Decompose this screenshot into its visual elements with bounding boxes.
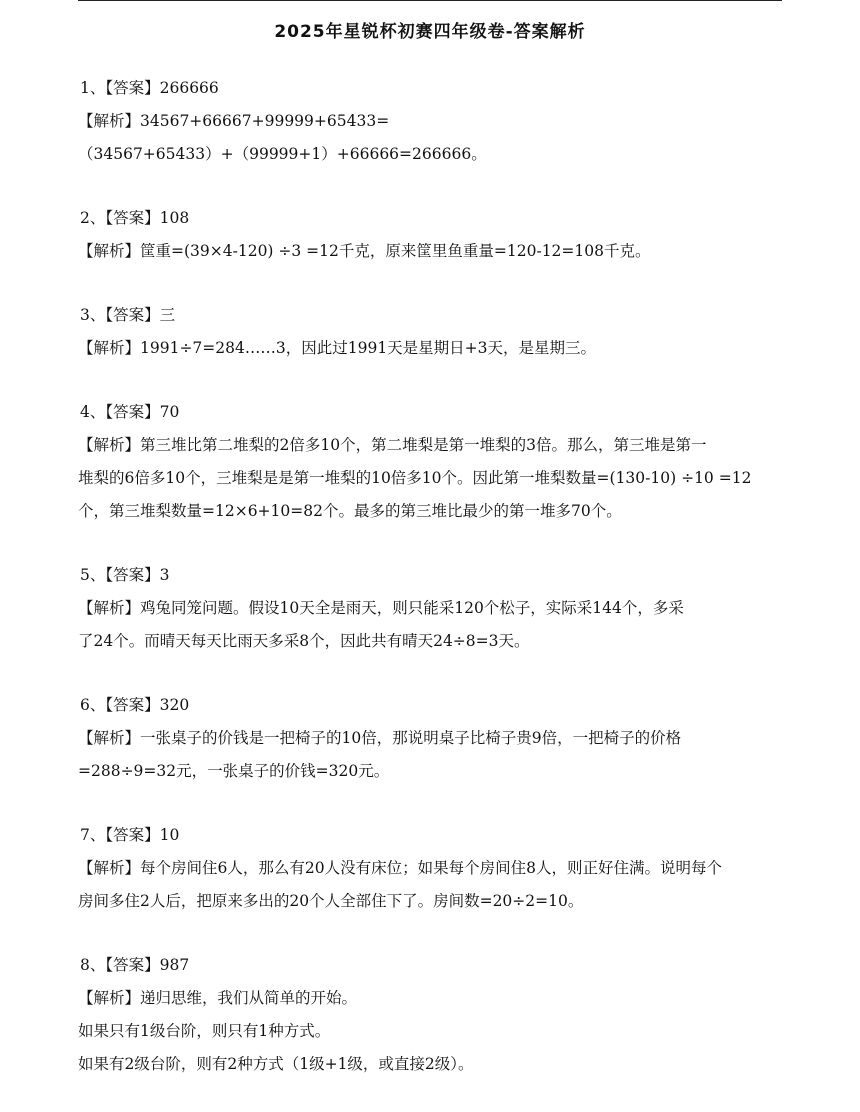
analysis-line: 了24个。而晴天每天比雨天多采8个，因此共有晴天24÷8=3天。 [78, 632, 530, 650]
answer-line: 4、【答案】70 [80, 403, 180, 421]
question-2 [78, 202, 784, 268]
analysis-line: 【解析】34567+66667+99999+65433=（34567+65433）+（99999+1）+66666=266666。 [78, 112, 487, 163]
analysis-line: 【解析】1991÷7=284……3，因此过1991天是星期日+3天，是星期三。 [78, 339, 597, 357]
analysis-line: 【解析】递归思维，我们从简单的开始。 [78, 989, 358, 1007]
analysis-line: 【解析】一张桌子的价钱是一把椅子的10倍，那说明桌子比椅子贵9倍，一把椅子的价格 [78, 729, 682, 747]
answer-line: 2、【答案】108 [80, 209, 190, 227]
question-6 [78, 689, 784, 788]
analysis-line: =288÷9=32元，一张桌子的价钱=320元。 [78, 762, 390, 780]
question-8 [78, 949, 784, 1081]
analysis-line: 【解析】鸡兔同笼问题。假设10天全是雨天，则只能采120个松子，实际采144个，多采 [78, 599, 684, 617]
analysis-line: 如果只有1级台阶，则只有1种方式。 [78, 1022, 331, 1040]
analysis-line: 【解析】每个房间住6人，那么有20人没有床位；如果每个房间住8人，则正好住满。说明每个 [78, 859, 722, 877]
answer-line: 1、【答案】266666 [80, 79, 219, 97]
analysis-line: 【解析】筐重=(39×4-120) ÷3 =12千克，原来筐里鱼重量=120-12=108千克。 [78, 242, 651, 260]
question-7 [78, 819, 784, 918]
answer-line: 3、【答案】三 [80, 306, 176, 324]
answer-line: 7、【答案】10 [80, 826, 180, 844]
answer-line: 5、【答案】3 [80, 566, 170, 584]
answer-list [78, 72, 784, 1112]
answer-line: 6、【答案】320 [80, 696, 190, 714]
analysis-line: 个，第三堆梨数量=12×6+10=82个。最多的第三堆比最少的第一堆多70个。 [78, 502, 622, 520]
answer-line: 8、【答案】987 [80, 956, 190, 974]
analysis-line: 房间多住2人后，把原来多出的20个人全部住下了。房间数=20÷2=10。 [78, 892, 584, 910]
document-title: 2025年星锐杯初赛四年级卷-答案解析 [274, 22, 586, 42]
analysis-line: 【解析】第三堆比第二堆梨的2倍多10个，第二堆梨是第一堆梨的3倍。那么，第三堆是第一 [78, 436, 707, 454]
question-3 [78, 299, 784, 365]
question-4 [78, 396, 784, 528]
question-1 [78, 72, 784, 171]
question-5 [78, 559, 784, 658]
analysis-line: 如果有2级台阶，则有2种方式（1级+1级，或直接2级）。 [78, 1055, 474, 1073]
analysis-line: 堆梨的6倍多10个，三堆梨是是第一堆梨的10倍多10个。因此第一堆梨数量=(130-10) ÷10 =12 [78, 469, 752, 487]
top-rule [78, 0, 782, 1]
